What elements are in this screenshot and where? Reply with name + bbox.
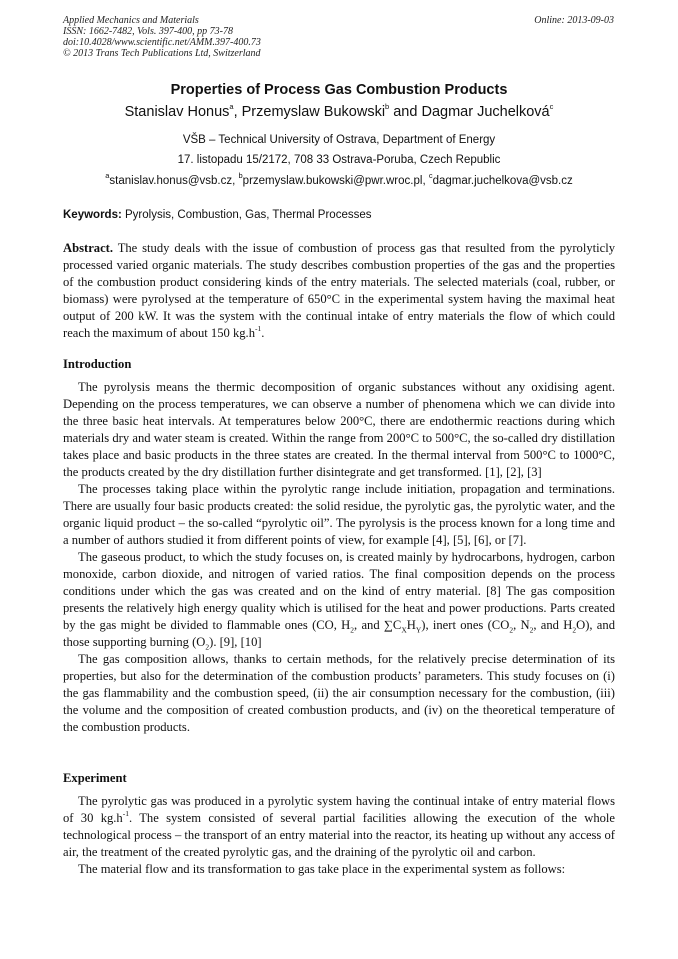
email-link[interactable]: dagmar.juchelkova@vsb.cz — [432, 175, 573, 187]
keywords-text: Pyrolysis, Combustion, Gas, Thermal Processes — [125, 209, 372, 221]
author-mark: b — [385, 102, 390, 112]
affiliation-line-1: VŠB – Technical University of Ostrava, Department of Energy — [182, 134, 496, 146]
abstract-text: The study deals with the issue of combustion of process gas that resulted from the pyrolyticly processed varied organic materials. The study describes combustion properties of the gas and the properties of the combustion product considering kinds of the entry materials. The selected materials (coal, rubber, or biomass) were pyrolysed at the temperature of 650°C in the experimental system having the maximal heat output of 200 kW. It was the system with the continual intake of entry materials the flow of which could reach the maximum of about 150 kg.h — [63, 241, 616, 340]
email-separator: , — [422, 175, 429, 187]
abstract — [63, 240, 615, 342]
email-mark: a — [105, 171, 110, 181]
journal-name: Applied Mechanics and Materials — [63, 15, 199, 26]
copyright-line: © 2013 Trans Tech Publications Ltd, Switzerland — [63, 48, 261, 59]
online-date: Online: 2013-09-03 — [534, 15, 614, 26]
paragraph: The pyrolytic gas was produced in a pyrolytic system having the continual intake of entry material flows of 30 $kg.h^{-1}$. The system consisted of several partial facilities allowing the execution of the whole technological process – the transport of an entry material into the reactor, its heating up without any access of air, the treatment of the created pyrolytic gas, and the draining of the pyrolytic oil and carbon. — [63, 794, 615, 859]
author-and: and — [389, 104, 422, 120]
affiliation-line-2: 17. listopadu 15/2172, 708 33 Ostrava-Poruba, Czech Republic — [177, 154, 501, 166]
paragraph: The material flow and its transformation to gas take place in the experimental system as follows: — [78, 862, 566, 876]
email-mark: b — [238, 171, 243, 181]
paragraph: The processes taking place within the pyrolytic range include initiation, propagation and terminations. There are usually four basic products created: the solid residue, the pyrolytic gas, the pyrolytic water, and the organic liquid product – the so-called “pyrolytic oil”. The pyrolysis is the process known for a long time and a number of authors studied it from different points of view, for example [4], [5], [6], or [7]. — [63, 482, 615, 547]
author-name: Dagmar Juchelková — [421, 104, 550, 120]
doi-line[interactable]: doi:10.4028/www.scientific.net/AMM.397-400.73 — [63, 37, 261, 48]
author-mark: a — [229, 102, 234, 112]
journal-header — [63, 15, 261, 59]
abstract-end: . — [261, 326, 265, 340]
author-mark: c — [549, 102, 554, 112]
email-separator: , — [232, 175, 239, 187]
experiment-heading: Experiment — [63, 771, 127, 785]
experiment-body — [63, 793, 615, 878]
paper-title: Properties of Process Gas Combustion Products — [170, 82, 508, 98]
author-name: Stanislav Honus — [124, 104, 230, 120]
email-mark: c — [428, 171, 433, 181]
paragraph: The gas composition allows, thanks to certain methods, for the relatively precise determination of its properties, but also for the determination of the combustion products’ parameters. This study focuses on (i) the gas flammability and the combustion speed, (ii) the air consumption necessary for the combustion, (iii) the volume and the composition of created combustion products, and (iv) on the theoretical temperature of the combustion products. — [63, 652, 615, 734]
author-name: Przemyslaw Bukowski — [241, 104, 386, 120]
abstract-label: Abstract. — [63, 241, 114, 255]
issn-line: ISSN: 1662-7482, Vols. 397-400, pp 73-78 — [63, 26, 233, 37]
paragraph: The gaseous product, to which the study focuses on, is created mainly by hydrocarbons, hydrogen, carbon monoxide, carbon dioxide, and nitrogen of varied ratios. The final composition depends on the process conditions under which the gas was created and on the kind of entry material. [8] The gas composition presents the relatively high energy quality which is utilised for the heat and power productions. Parts created by the gas might be divided to flammable ones (CO, $H_2$, and $\sum C_XH_Y$), inert ones ($CO_2$, $N_2$, and $H_2O$), and those supporting burning $(O_2)$. [9], [10] — [63, 550, 615, 652]
email-link[interactable]: stanislav.honus@vsb.cz — [109, 175, 233, 187]
author-list — [0, 104, 678, 120]
email-link[interactable]: przemyslaw.bukowski@pwr.wroc.pl — [242, 175, 423, 187]
author-separator: , — [233, 104, 242, 120]
keywords-label: Keywords: — [63, 209, 122, 221]
introduction-heading: Introduction — [63, 357, 132, 371]
keywords — [63, 209, 371, 221]
paragraph: The pyrolysis means the thermic decomposition of organic substances without any oxidising agent. Depending on the process temperatures, we can observe a number of phenomena which we can divide into the three basic heat intervals. At temperatures below 200°C, there are endothermic reactions during which materials dry and water steam is created. Within the range from 200°C to 500°C, the so-called dry distillation takes place and basic products in the three states are created. In the thermal interval from 500°C to 1000°C, the products created by the dry distillation further disintegrate and get transformed. [1], [2], [3] — [63, 380, 615, 479]
introduction-body — [63, 379, 615, 736]
abstract-exponent: -1 — [255, 323, 262, 333]
email-list — [0, 171, 678, 187]
